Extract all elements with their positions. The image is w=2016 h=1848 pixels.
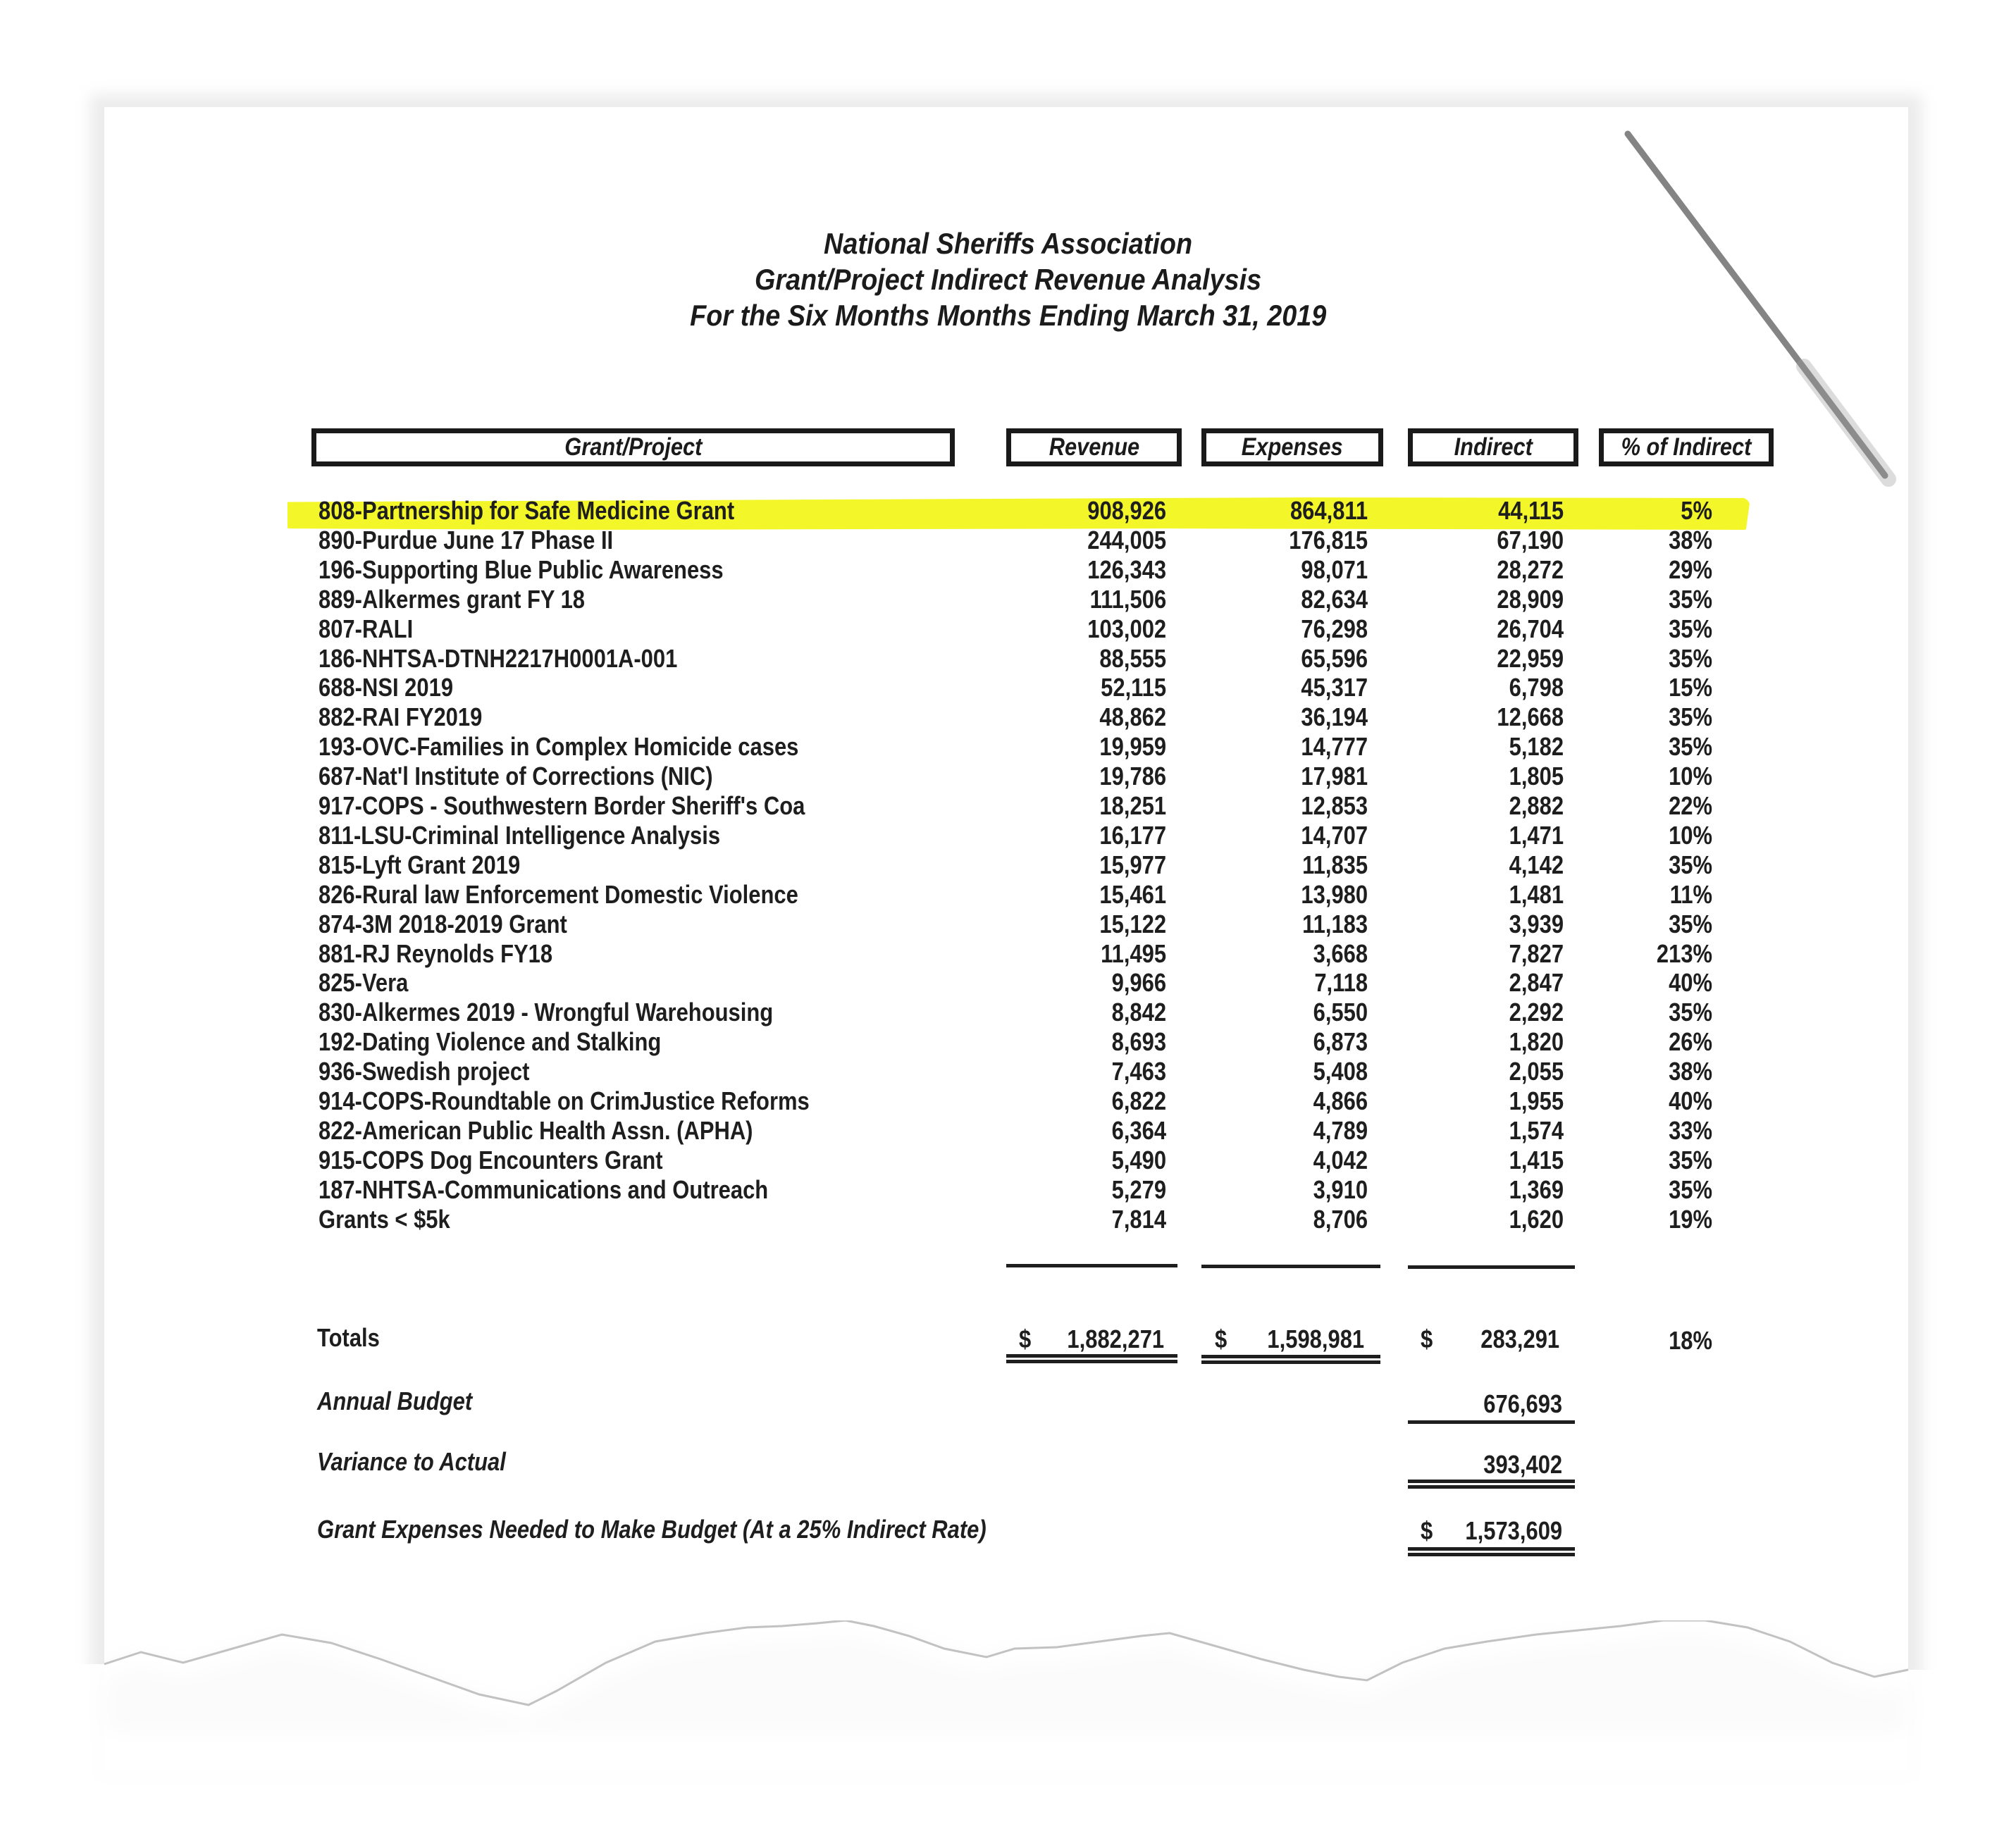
grant-project-name: 825-Vera — [319, 968, 409, 998]
grant-project-name: 807-RALI — [319, 614, 414, 643]
table-row — [0, 791, 2016, 821]
table-row — [0, 702, 2016, 732]
grant-project-name: 815-Lyft Grant 2019 — [319, 850, 521, 879]
grant-project-name: 688-NSI 2019 — [319, 673, 454, 702]
grant-project-name: 830-Alkermes 2019 - Wrongful Warehousing — [319, 998, 774, 1027]
table-row — [0, 1175, 2016, 1205]
indirect-value: 1,820 — [1509, 1027, 1564, 1057]
expenses-value: 76,298 — [1301, 614, 1368, 643]
expenses-value: 7,118 — [1314, 968, 1368, 998]
expenses-value: 11,835 — [1302, 850, 1368, 879]
revenue-value: 9,966 — [1111, 968, 1166, 998]
revenue-value: 18,251 — [1099, 791, 1166, 820]
expenses-value: 82,634 — [1301, 584, 1368, 614]
pct-indirect-value: 35% — [1669, 614, 1712, 643]
totals-revenue-double-underline — [1006, 1354, 1177, 1363]
expenses-value: 11,183 — [1302, 909, 1368, 938]
expenses-value: 14,777 — [1301, 732, 1368, 762]
grant-project-name: 936-Swedish project — [319, 1057, 530, 1086]
revenue-value: 6,822 — [1111, 1086, 1166, 1115]
revenue-value: 15,461 — [1099, 879, 1166, 909]
pct-indirect-value: 35% — [1669, 702, 1712, 732]
expenses-value: 12,853 — [1301, 791, 1368, 820]
grant-project-name: 917-COPS - Southwestern Border Sheriff's Coa — [319, 791, 805, 820]
revenue-value: 5,279 — [1111, 1174, 1166, 1204]
pct-indirect-value: 10% — [1669, 820, 1712, 850]
indirect-value: 28,272 — [1497, 554, 1564, 584]
column-header-pct-indirect: % of Indirect — [1599, 428, 1774, 466]
revenue-value: 52,115 — [1101, 673, 1166, 702]
indirect-value: 1,369 — [1509, 1174, 1564, 1204]
grant-project-name: 822-American Public Health Assn. (APHA) — [319, 1115, 753, 1145]
totals-expenses: 1,598,981 — [1267, 1325, 1364, 1353]
table-row — [0, 762, 2016, 791]
table-row — [0, 821, 2016, 850]
expenses-value: 65,596 — [1301, 643, 1368, 673]
pct-indirect-value: 35% — [1669, 850, 1712, 879]
revenue-value: 244,005 — [1087, 525, 1166, 554]
revenue-value: 7,463 — [1111, 1057, 1166, 1086]
pct-indirect-value: 5% — [1681, 496, 1712, 525]
pct-indirect-value: 38% — [1669, 525, 1712, 554]
expenses-value: 17,981 — [1301, 762, 1368, 791]
expenses-value: 4,866 — [1313, 1086, 1368, 1115]
revenue-value: 48,862 — [1099, 702, 1166, 732]
annual-budget-value: 676,693 — [1483, 1389, 1562, 1418]
indirect-value: 2,292 — [1509, 998, 1564, 1027]
revenue-value: 19,786 — [1099, 762, 1166, 791]
expenses-value: 3,910 — [1313, 1174, 1368, 1204]
grant-project-name: 882-RAI FY2019 — [319, 702, 483, 732]
revenue-value: 19,959 — [1099, 732, 1166, 762]
pct-indirect-value: 19% — [1669, 1204, 1712, 1234]
indirect-subtotal-underline — [1408, 1265, 1575, 1269]
expenses-value: 4,789 — [1313, 1115, 1368, 1145]
totals-expenses-double-underline — [1201, 1355, 1380, 1364]
expenses-value: 5,408 — [1313, 1057, 1368, 1086]
table-row — [0, 939, 2016, 969]
table-row — [0, 1116, 2016, 1146]
revenue-value: 5,490 — [1111, 1145, 1166, 1174]
annual-budget-underline — [1408, 1420, 1575, 1424]
column-header-grant-project: Grant/Project — [311, 428, 955, 466]
revenue-value: 126,343 — [1087, 554, 1166, 584]
revenue-value: 88,555 — [1099, 643, 1166, 673]
grant-project-name: Grants < $5k — [319, 1204, 450, 1234]
table-row — [0, 1086, 2016, 1116]
totals-revenue: 1,882,271 — [1067, 1325, 1164, 1353]
indirect-value: 22,959 — [1497, 643, 1564, 673]
indirect-value: 1,805 — [1509, 762, 1564, 791]
revenue-value: 15,122 — [1099, 909, 1166, 938]
expenses-value: 14,707 — [1301, 820, 1368, 850]
table-row — [0, 732, 2016, 762]
pct-indirect-value: 40% — [1669, 968, 1712, 998]
grant-expenses-needed-label: Grant Expenses Needed to Make Budget (At a 25% Indirect Rate) — [317, 1515, 987, 1544]
grant-project-name: 196-Supporting Blue Public Awareness — [319, 554, 724, 584]
revenue-value: 16,177 — [1099, 820, 1166, 850]
pct-indirect-value: 33% — [1669, 1115, 1712, 1145]
grant-expenses-needed-currency: $ — [1421, 1516, 1433, 1545]
pct-indirect-value: 213% — [1656, 938, 1712, 968]
pct-indirect-value: 15% — [1669, 673, 1712, 702]
table-row — [0, 585, 2016, 614]
grant-project-name: 192-Dating Violence and Stalking — [319, 1027, 662, 1057]
grant-project-name: 808-Partnership for Safe Medicine Grant — [319, 496, 735, 525]
indirect-value: 1,620 — [1509, 1204, 1564, 1234]
totals-pct-indirect: 18% — [1669, 1326, 1712, 1355]
table-row — [0, 644, 2016, 674]
indirect-value: 12,668 — [1497, 702, 1564, 732]
column-header-revenue: Revenue — [1006, 428, 1182, 466]
document-title-report: Grant/Project Indirect Revenue Analysis — [754, 263, 1262, 296]
totals-label: Totals — [317, 1323, 380, 1352]
table-row — [0, 1205, 2016, 1234]
totals-indirect-currency: $ — [1421, 1325, 1433, 1353]
pct-indirect-value: 35% — [1669, 998, 1712, 1027]
expenses-value: 3,668 — [1313, 938, 1368, 968]
pct-indirect-value: 35% — [1669, 1145, 1712, 1174]
indirect-value: 28,909 — [1497, 584, 1564, 614]
pct-indirect-value: 35% — [1669, 584, 1712, 614]
revenue-value: 8,842 — [1111, 998, 1166, 1027]
document-title-org: National Sheriffs Association — [823, 227, 1193, 260]
revenue-subtotal-underline — [1006, 1264, 1177, 1267]
expenses-subtotal-underline — [1201, 1265, 1380, 1268]
expenses-value: 176,815 — [1289, 525, 1368, 554]
pct-indirect-value: 40% — [1669, 1086, 1712, 1115]
table-row — [0, 850, 2016, 880]
expenses-value: 36,194 — [1301, 702, 1368, 732]
expenses-value: 98,071 — [1301, 554, 1368, 584]
grant-project-name: 193-OVC-Families in Complex Homicide cases — [319, 732, 799, 762]
table-row — [0, 555, 2016, 585]
grant-expenses-needed-double-underline — [1408, 1547, 1575, 1556]
expenses-value: 45,317 — [1301, 673, 1368, 702]
table-row-highlighted — [0, 496, 2016, 526]
revenue-value: 15,977 — [1099, 850, 1166, 879]
grant-project-name: 881-RJ Reynolds FY18 — [319, 938, 553, 968]
indirect-value: 6,798 — [1509, 673, 1564, 702]
table-row — [0, 1027, 2016, 1057]
grant-project-name: 811-LSU-Criminal Intelligence Analysis — [319, 820, 721, 850]
indirect-value: 2,882 — [1509, 791, 1564, 820]
expenses-value: 4,042 — [1313, 1145, 1368, 1174]
indirect-value: 1,481 — [1509, 879, 1564, 909]
table-row — [0, 880, 2016, 910]
pct-indirect-value: 38% — [1669, 1057, 1712, 1086]
variance-label: Variance to Actual — [317, 1447, 506, 1476]
pct-indirect-value: 35% — [1669, 1174, 1712, 1204]
grant-project-name: 890-Purdue June 17 Phase II — [319, 525, 614, 554]
expenses-value: 13,980 — [1301, 879, 1368, 909]
table-row — [0, 1057, 2016, 1086]
pct-indirect-value: 35% — [1669, 909, 1712, 938]
variance-double-underline — [1408, 1480, 1575, 1489]
table-row — [0, 910, 2016, 939]
indirect-value: 1,471 — [1509, 820, 1564, 850]
revenue-value: 908,926 — [1087, 496, 1166, 525]
document-title-period: For the Six Months Months Ending March 31, 2019 — [689, 299, 1327, 332]
pct-indirect-value: 22% — [1669, 791, 1712, 820]
indirect-value: 2,055 — [1509, 1057, 1564, 1086]
torn-paper-edge — [0, 1620, 2016, 1848]
indirect-value: 2,847 — [1509, 968, 1564, 998]
indirect-value: 3,939 — [1509, 909, 1564, 938]
revenue-value: 7,814 — [1111, 1204, 1166, 1234]
revenue-value: 11,495 — [1101, 938, 1166, 968]
variance-value: 393,402 — [1483, 1450, 1562, 1479]
table-row — [0, 968, 2016, 998]
annual-budget-label: Annual Budget — [317, 1387, 473, 1415]
revenue-value: 103,002 — [1087, 614, 1166, 643]
indirect-value: 44,115 — [1498, 496, 1564, 525]
indirect-value: 4,142 — [1509, 850, 1564, 879]
revenue-value: 111,506 — [1089, 584, 1166, 614]
pct-indirect-value: 29% — [1669, 554, 1712, 584]
expenses-value: 6,873 — [1313, 1027, 1368, 1057]
indirect-value: 1,955 — [1509, 1086, 1564, 1115]
totals-indirect: 283,291 — [1480, 1325, 1559, 1353]
indirect-value: 7,827 — [1509, 938, 1564, 968]
expenses-value: 864,811 — [1290, 496, 1368, 525]
pct-indirect-value: 10% — [1669, 762, 1712, 791]
column-header-expenses: Expenses — [1201, 428, 1383, 466]
table-row — [0, 526, 2016, 555]
table-row — [0, 998, 2016, 1027]
table-row — [0, 1146, 2016, 1175]
table-row — [0, 673, 2016, 702]
grant-project-name: 874-3M 2018-2019 Grant — [319, 909, 567, 938]
grant-project-name: 687-Nat'l Institute of Corrections (NIC) — [319, 762, 713, 791]
table-row — [0, 614, 2016, 644]
grant-project-name: 914-COPS-Roundtable on CrimJustice Reforms — [319, 1086, 810, 1115]
expenses-value: 8,706 — [1313, 1204, 1368, 1234]
grant-project-name: 915-COPS Dog Encounters Grant — [319, 1145, 663, 1174]
grant-project-name: 826-Rural law Enforcement Domestic Violence — [319, 879, 798, 909]
indirect-value: 67,190 — [1497, 525, 1564, 554]
revenue-value: 8,693 — [1111, 1027, 1166, 1057]
grant-project-name: 187-NHTSA-Communications and Outreach — [319, 1174, 769, 1204]
indirect-value: 26,704 — [1497, 614, 1564, 643]
totals-revenue-currency: $ — [1019, 1325, 1032, 1353]
expenses-value: 6,550 — [1313, 998, 1368, 1027]
indirect-value: 1,574 — [1509, 1115, 1564, 1145]
totals-expenses-currency: $ — [1215, 1325, 1227, 1353]
grant-expenses-needed-value: 1,573,609 — [1465, 1516, 1562, 1545]
pct-indirect-value: 26% — [1669, 1027, 1712, 1057]
revenue-value: 6,364 — [1111, 1115, 1166, 1145]
pct-indirect-value: 35% — [1669, 643, 1712, 673]
column-header-indirect: Indirect — [1408, 428, 1578, 466]
indirect-value: 1,415 — [1509, 1145, 1564, 1174]
grant-project-name: 186-NHTSA-DTNH2217H0001A-001 — [319, 643, 678, 673]
indirect-value: 5,182 — [1509, 732, 1564, 762]
pct-indirect-value: 11% — [1669, 879, 1712, 909]
pct-indirect-value: 35% — [1669, 732, 1712, 762]
grant-project-name: 889-Alkermes grant FY 18 — [319, 584, 586, 614]
